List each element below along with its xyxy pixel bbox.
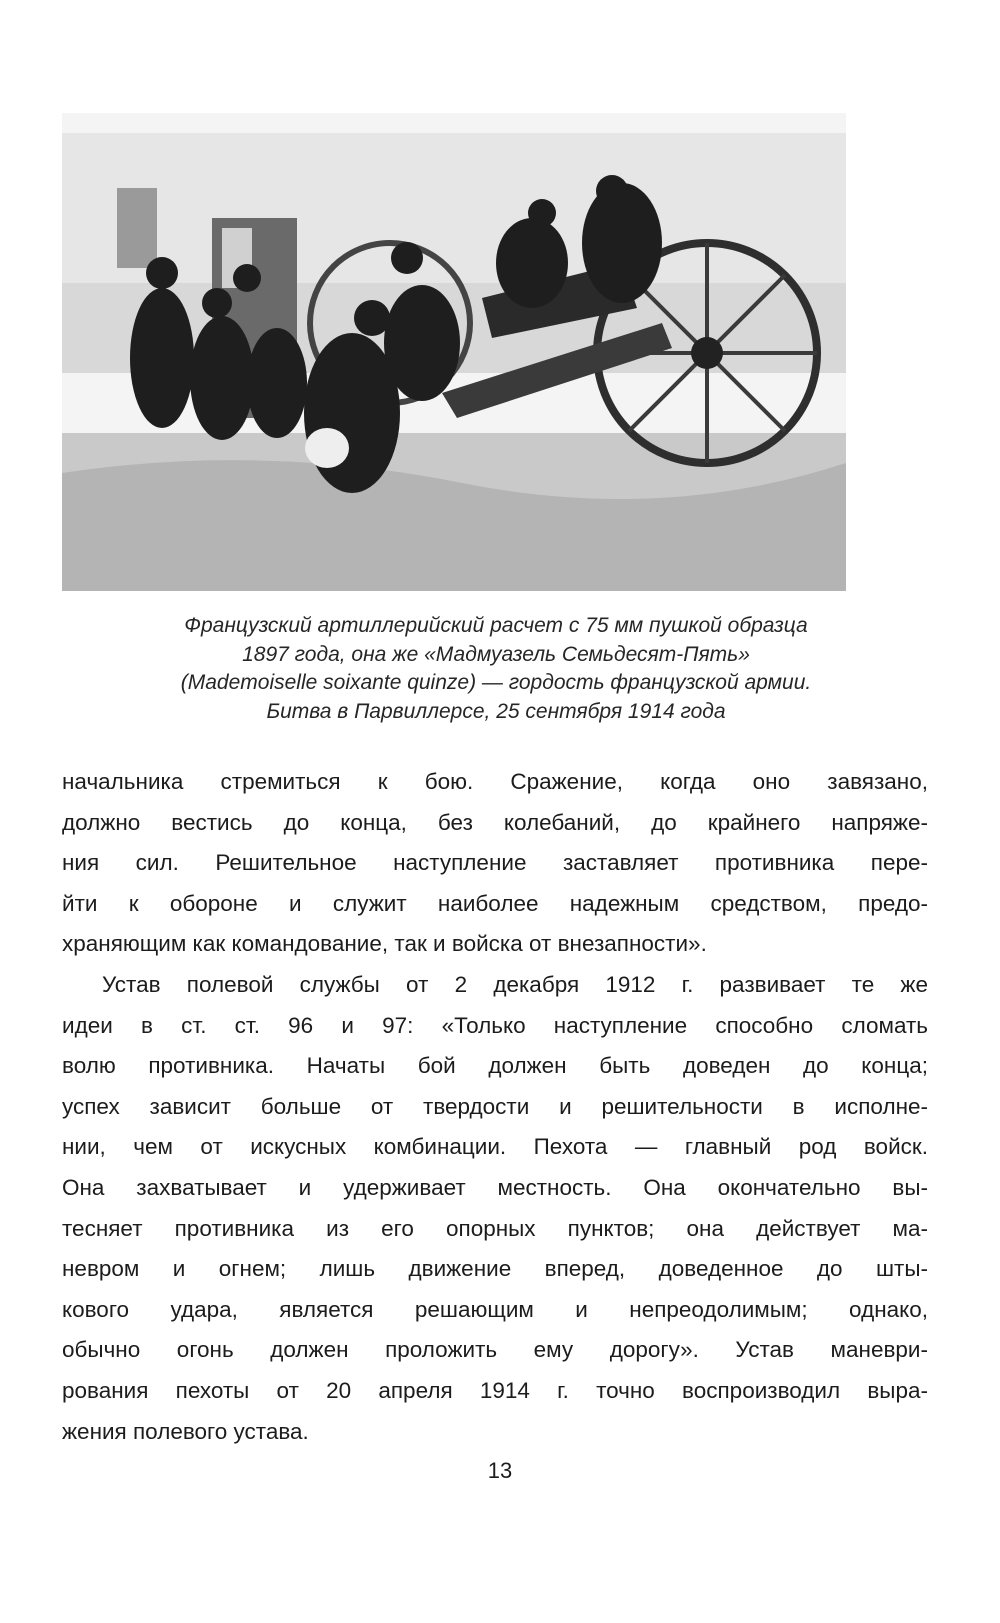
artillery-photo-illustration bbox=[62, 113, 846, 591]
body-line: идеи в ст. ст. 96 и 97: «Только наступление способно сломать bbox=[62, 1012, 928, 1038]
body-line: должно вестись до конца, без колебаний, до крайнего напряже- bbox=[62, 809, 928, 835]
body-line: рования пехоты от 20 апреля 1914 г. точно воспроизводил выра- bbox=[62, 1377, 928, 1403]
photo-caption bbox=[62, 612, 930, 726]
caption-line: Битва в Парвиллерсе, 25 сентября 1914 года bbox=[266, 699, 726, 723]
caption-line: 1897 года, она же «Мадмуазель Семьдесят-Пять» bbox=[242, 642, 750, 666]
body-line: храняющим как командование, так и войска от внезапности». bbox=[62, 931, 707, 957]
body-line: начальника стремиться к бою. Сражение, когда оно завязано, bbox=[62, 769, 928, 794]
body-line: тесняет противника из его опорных пунктов; она действует ма- bbox=[62, 1215, 928, 1241]
body-line: невром и огнем; лишь движение вперед, доведенное до шты- bbox=[62, 1256, 928, 1282]
body-line: нии, чем от искусных комбинации. Пехота — главный род войск. bbox=[62, 1134, 928, 1160]
body-text bbox=[62, 762, 928, 1452]
body-line: йти к обороне и служит наиболее надежным средством, предо- bbox=[62, 890, 928, 916]
body-line: Она захватывает и удерживает местность. Она окончательно вы- bbox=[62, 1174, 928, 1200]
body-line: волю противника. Начаты бой должен быть доведен до конца; bbox=[62, 1053, 928, 1079]
body-line: успех зависит больше от твердости и решительности в исполне- bbox=[62, 1093, 928, 1119]
page-number: 13 bbox=[487, 1458, 513, 1483]
body-line: кового удара, является решающим и непреодолимым; однако, bbox=[62, 1296, 928, 1322]
body-line: Устав полевой службы от 2 декабря 1912 г. развивает те же bbox=[102, 971, 928, 997]
caption-line: Французский артиллерийский расчет с 75 мм пушкой образца bbox=[184, 614, 808, 637]
artillery-photo bbox=[62, 113, 846, 591]
body-line: жения полевого устава. bbox=[62, 1418, 309, 1444]
caption-line: (Mademoiselle soixante quinze) — гордость французской армии. bbox=[180, 671, 812, 695]
body-line: ния сил. Решительное наступление заставляет противника пере- bbox=[62, 850, 928, 876]
body-line: обычно огонь должен проложить ему дорогу». Устав маневри- bbox=[62, 1337, 928, 1363]
